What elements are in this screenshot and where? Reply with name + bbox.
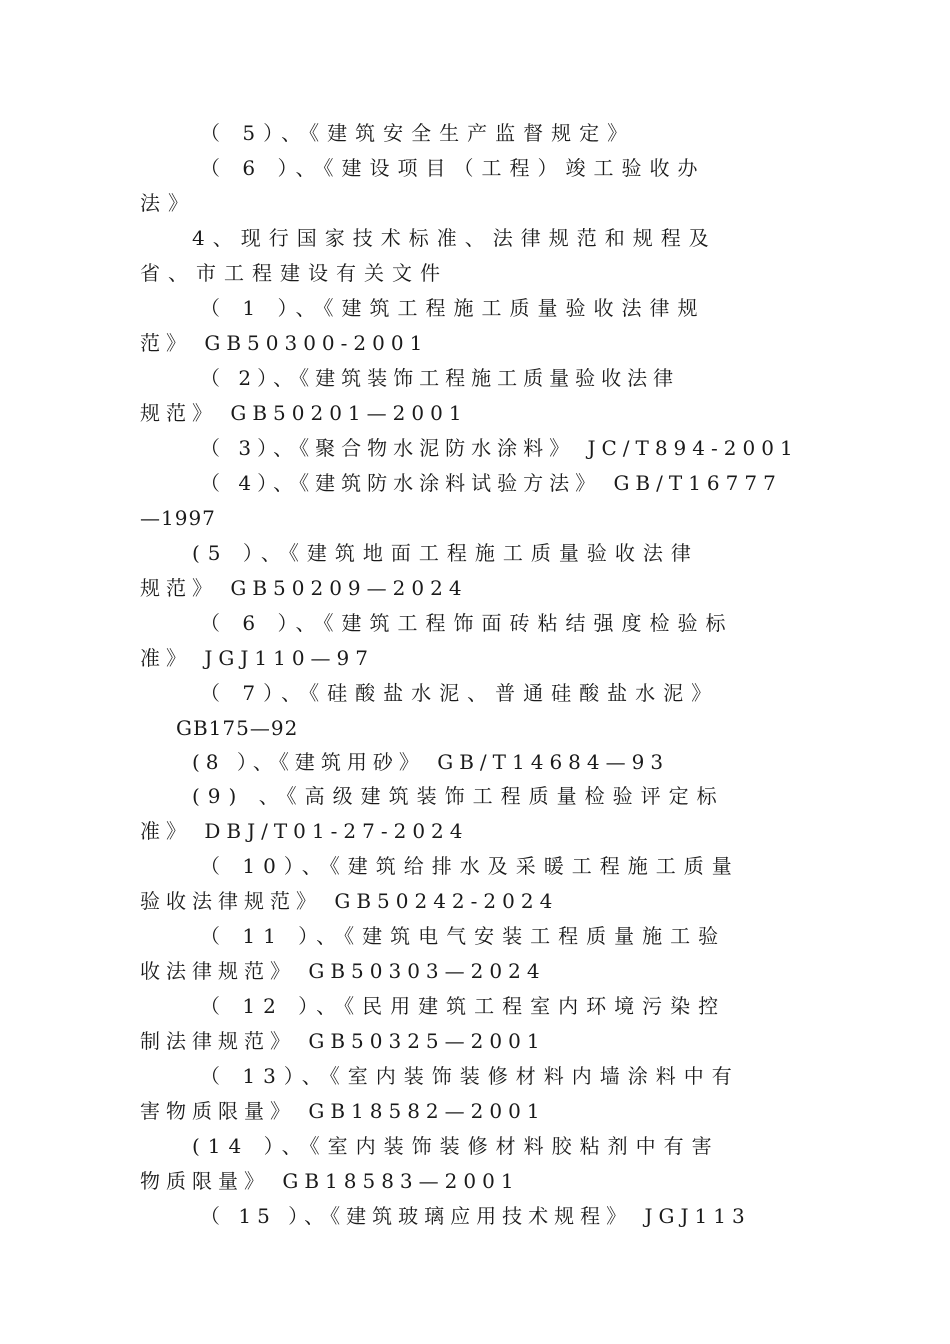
text-line: （ 1 ）、《建筑工程施工质量验收法律规 bbox=[200, 296, 706, 320]
text-line: （ 5）、《建筑安全生产监督规定》 bbox=[200, 121, 636, 145]
text-line: （ 11 ）、《建筑电气安装工程质量施工验 bbox=[200, 924, 727, 948]
text-line: （ 3）、《聚合物水泥防水涂料》 JC/T894-2001 bbox=[200, 436, 799, 460]
text-line: （ 12 ）、《民用建筑工程室内环境污染控 bbox=[200, 994, 727, 1018]
text-line: （ 15 ）、《建筑玻璃应用技术规程》 JGJ113 bbox=[200, 1204, 751, 1228]
text-line: (9) 、《高级建筑装饰工程质量检验评定标 bbox=[192, 784, 725, 808]
text-line: 制法律规范》 GB50325—2001 bbox=[140, 1029, 546, 1053]
text-line: (14 ）、《室内装饰装修材料胶粘剂中有害 bbox=[192, 1134, 720, 1158]
text-line: （ 10）、《建筑给排水及采暖工程施工质量 bbox=[200, 854, 740, 878]
text-line: （ 2）、《建筑装饰工程施工质量验收法律 bbox=[200, 366, 680, 390]
text-line: （ 13）、《室内装饰装修材料内墙涂料中有 bbox=[200, 1064, 740, 1088]
text-line: 规范》 GB50201—2001 bbox=[140, 401, 468, 425]
text-line: 范》 GB50300-2001 bbox=[140, 331, 429, 355]
text-line: 准》 JGJ110—97 bbox=[140, 646, 374, 670]
text-line: （ 7）、《硅酸盐水泥、普通硅酸盐水泥》 bbox=[200, 681, 720, 705]
text-line: —1997 bbox=[140, 506, 216, 530]
text-line: 验收法律规范》 GB50242-2024 bbox=[140, 889, 559, 913]
text-line: GB175—92 bbox=[176, 716, 299, 740]
text-line: （ 4）、《建筑防水涂料试验方法》 GB/T16777 bbox=[200, 471, 782, 495]
text-line: (8 ）、《建筑用砂》 GB/T14684—93 bbox=[192, 750, 670, 774]
text-line: (5 ）、《建筑地面工程施工质量验收法律 bbox=[192, 541, 699, 565]
text-line: 准》 DBJ/T01-27-2024 bbox=[140, 819, 469, 843]
text-line: 收法律规范》 GB50303—2024 bbox=[140, 959, 546, 983]
text-line: 物质限量》 GB18583—2001 bbox=[140, 1169, 520, 1193]
text-line: 规范》 GB50209—2024 bbox=[140, 576, 468, 600]
text-line: 害物质限量》 GB18582—2001 bbox=[140, 1099, 546, 1123]
text-line: 法》 bbox=[140, 191, 196, 215]
text-line: 4、现行国家技术标准、法律规范和规程及 bbox=[192, 226, 717, 250]
text-line: 省、市工程建设有关文件 bbox=[140, 261, 448, 285]
text-line: （ 6 ）、《建筑工程饰面砖粘结强度检验标 bbox=[200, 611, 734, 635]
text-line: （ 6 ）、《建设项目（工程）竣工验收办 bbox=[200, 156, 706, 180]
